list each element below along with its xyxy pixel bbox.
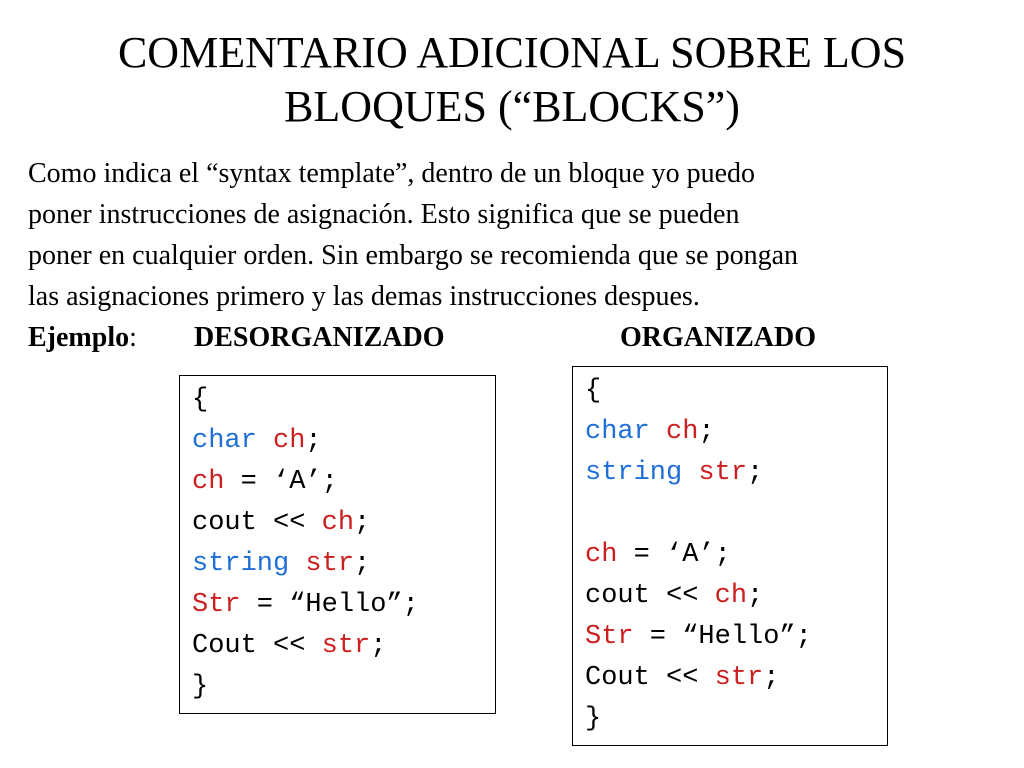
code-text [289, 549, 305, 579]
code-line [192, 380, 495, 421]
slide-title-line: BLOQUES (“BLOCKS”) [284, 82, 740, 131]
code-identifier: ch [666, 417, 699, 447]
code-text: Cout << [585, 663, 715, 693]
code-text: ; [747, 458, 764, 488]
code-line [192, 544, 495, 585]
code-text: { [192, 385, 209, 415]
example-row [28, 317, 817, 358]
code-line [192, 626, 495, 667]
code-text: ; [354, 508, 371, 538]
code-line [585, 494, 887, 535]
code-line [192, 585, 495, 626]
example-label: Ejemplo [28, 322, 130, 353]
code-line [192, 503, 495, 544]
code-identifier: str [714, 663, 764, 693]
code-keyword: char [192, 426, 257, 456]
code-text [650, 417, 666, 447]
code-identifier: Str [192, 590, 241, 620]
body-line: las asignaciones primero y las demas instrucciones despues. [28, 281, 700, 312]
slide-title-line: COMENTARIO ADICIONAL SOBRE LOS [117, 28, 907, 77]
code-text: Cout << [192, 631, 322, 661]
code-identifier: Str [585, 622, 634, 652]
body-line: Como indica el “syntax template”, dentro de un bloque yo puedo [28, 158, 756, 189]
code-text [257, 426, 273, 456]
code-box-organizado [572, 366, 888, 746]
code-text: cout << [192, 508, 322, 538]
code-line [585, 699, 887, 740]
code-line [585, 576, 887, 617]
code-identifier: ch [273, 426, 306, 456]
body-line: poner en cualquier orden. Sin embargo se recomienda que se pongan [28, 240, 798, 271]
code-identifier: str [698, 458, 748, 488]
code-line [192, 421, 495, 462]
code-box-desorganizado [179, 375, 496, 714]
label-organizado: ORGANIZADO [620, 322, 817, 353]
code-text: = ‘A’; [617, 540, 731, 570]
code-text: ; [370, 631, 387, 661]
code-text: = ‘A’; [224, 467, 338, 497]
body-paragraph [28, 153, 1018, 317]
code-line [585, 535, 887, 576]
code-text: { [585, 376, 602, 406]
code-text: = “Hello”; [633, 622, 812, 652]
label-desorganizado: DESORGANIZADO [194, 322, 445, 353]
code-text [682, 458, 698, 488]
code-text: ; [698, 417, 715, 447]
code-text: = “Hello”; [240, 590, 419, 620]
code-line [585, 371, 887, 412]
code-identifier: ch [714, 581, 748, 611]
code-line [585, 617, 887, 658]
code-keyword: char [585, 417, 650, 447]
code-text: ; [354, 549, 371, 579]
code-text: ; [747, 581, 764, 611]
code-line [585, 412, 887, 453]
code-text: } [585, 704, 602, 734]
code-text: } [192, 672, 209, 702]
code-line [585, 453, 887, 494]
code-text: ; [763, 663, 780, 693]
code-identifier: ch [321, 508, 355, 538]
code-line [585, 658, 887, 699]
code-keyword: string [585, 458, 683, 488]
code-identifier: ch [192, 467, 225, 497]
code-text: ; [305, 426, 322, 456]
code-line [192, 667, 495, 708]
example-colon: : [129, 322, 137, 353]
code-text: cout << [585, 581, 715, 611]
code-keyword: string [192, 549, 290, 579]
code-identifier: str [321, 631, 371, 661]
slide-title [0, 26, 1024, 134]
body-line: poner instrucciones de asignación. Esto significa que se pueden [28, 199, 740, 230]
code-identifier: ch [585, 540, 618, 570]
code-line [192, 462, 495, 503]
code-identifier: str [305, 549, 355, 579]
